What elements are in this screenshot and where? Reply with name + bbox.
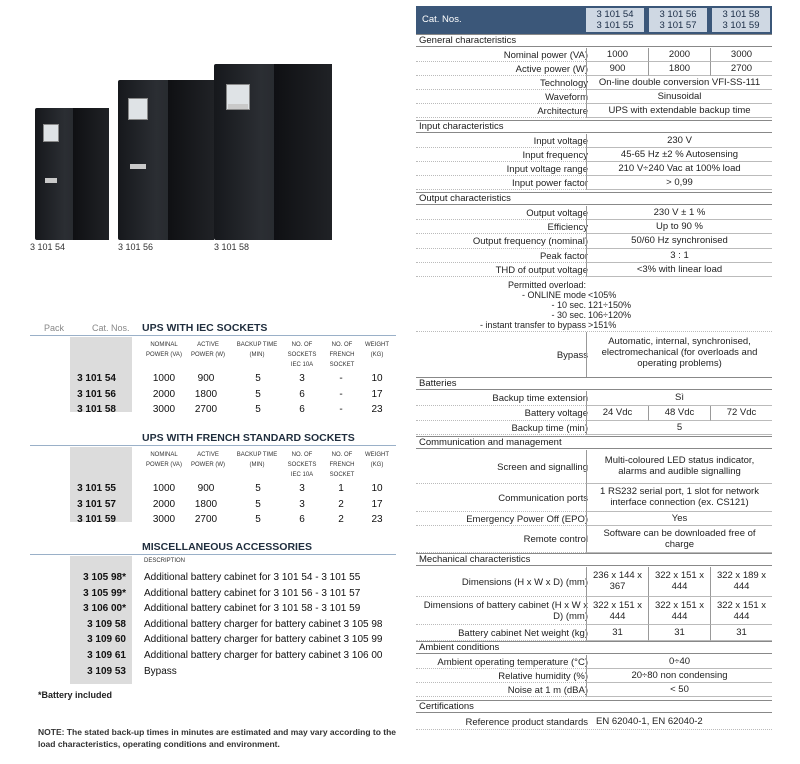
iec-title: UPS WITH IEC SOCKETS (142, 322, 268, 334)
spec-row (416, 567, 772, 597)
spec-label: Nominal power (VA) (503, 49, 588, 61)
spec-row (416, 104, 772, 118)
table-cell: 5 (255, 514, 261, 525)
table-cell: 5 (255, 388, 261, 400)
spec-row (416, 76, 772, 90)
spec-value: On-line double conversion VFI-SS-111 (586, 76, 772, 90)
overload-value: <105% (588, 290, 617, 300)
table-cell: 900 (197, 483, 215, 494)
overload-label: - 30 sec. (551, 310, 586, 320)
col-nominal: NOMINAL POWER (VA) (146, 452, 182, 468)
spec-value: 5 (586, 421, 772, 435)
col-sockets-iec: NO. OF SOCKETS IEC 10A (287, 452, 317, 478)
french-title: UPS WITH FRENCH STANDARD SOCKETS (142, 432, 355, 444)
spec-row (416, 249, 772, 263)
col-french-socket: NO. OF FRENCH SOCKET (329, 452, 355, 478)
spec-label: Ambient operating temperature (°C) (437, 656, 588, 668)
section-header: Output characteristics (416, 192, 772, 205)
spec-value: 2000 (648, 48, 710, 62)
overload-label: Permitted overload: (507, 280, 586, 290)
spec-row (416, 625, 772, 641)
cat-col-2: 3 101 56 3 101 57 (649, 8, 707, 32)
accessory-description: Bypass (144, 665, 177, 677)
accessory-description: Additional battery charger for battery cabinet 3 106 00 (144, 650, 383, 661)
table-cell: 1800 (194, 498, 218, 510)
battery-included-note: *Battery included (38, 690, 113, 700)
spec-value: 3000 (710, 48, 772, 62)
spec-label: Input power factor (511, 177, 588, 189)
col-weight: WEIGHT (KG) (365, 452, 389, 468)
table-cell: 10 (371, 373, 383, 384)
cat-number: 3 105 98* (83, 572, 126, 583)
table-cell: 6 (299, 388, 305, 400)
spec-value: 31 (586, 625, 648, 641)
cat-number: 3 101 59 (77, 514, 116, 525)
table-cell: 6 (299, 514, 305, 525)
spec-row (416, 669, 772, 683)
section-header: Input characteristics (416, 120, 772, 133)
col-active: ACTIVE POWER (W) (191, 342, 225, 358)
table-cell: - (339, 404, 343, 415)
spec-label: Input frequency (522, 149, 588, 161)
spec-label: Backup time (min) (511, 422, 588, 434)
col-description: DESCRIPTION (144, 558, 186, 564)
accessory-description: Additional battery cabinet for 3 101 54 - 3 101 55 (144, 572, 361, 583)
spec-row (416, 450, 772, 484)
spec-value: Multi-coloured LED status indicator, alarms and audible signalling (586, 450, 772, 484)
spec-label: Input voltage (533, 135, 588, 147)
spec-value: 230 V (586, 134, 772, 148)
spec-value: Software can be downloaded free of charge (586, 526, 772, 553)
cat-number: 3 101 58 (77, 404, 116, 415)
spec-header (416, 6, 772, 34)
spec-value: 322 x 151 x 444 (710, 597, 772, 625)
spec-row (416, 234, 772, 249)
spec-label: Architecture (537, 105, 588, 117)
spec-row (416, 421, 772, 435)
spec-value: 1 RS232 serial port, 1 slot for network interface connection (ex. CS121) (586, 484, 772, 512)
table-cell: 2000 (152, 498, 176, 510)
table-cell: 1 (338, 483, 344, 494)
accessory-description: Additional battery charger for battery cabinet 3 105 99 (144, 634, 383, 646)
spec-value: 322 x 189 x 444 (710, 567, 772, 597)
spec-row (416, 597, 772, 625)
cat-number: 3 101 54 (77, 373, 116, 384)
caption-3-101-54: 3 101 54 (30, 242, 66, 252)
spec-value: < 50 (586, 683, 772, 697)
table-cell: 5 (255, 404, 261, 415)
spec-value: 72 Vdc (710, 406, 772, 421)
spec-value: 48 Vdc (648, 406, 710, 421)
cat-number: 3 101 57 (77, 498, 116, 510)
cat-number: 3 101 56 (77, 388, 116, 400)
cat-col-3: 3 101 58 3 101 59 (712, 8, 770, 32)
table-cell: 1800 (194, 388, 218, 400)
spec-row (416, 391, 772, 406)
spec-value: 236 x 144 x 367 (586, 567, 648, 597)
spec-value: <3% with linear load (586, 263, 772, 277)
col-weight: WEIGHT (KG) (365, 342, 389, 358)
spec-value: 322 x 151 x 444 (648, 567, 710, 597)
spec-value: 900 (586, 62, 648, 76)
spec-value: 0÷40 (586, 655, 772, 669)
overload-label: - 10 sec. (551, 300, 586, 310)
overload-row (416, 278, 772, 332)
table-cell: 3000 (152, 404, 176, 415)
caption-3-101-56: 3 101 56 (118, 242, 154, 252)
table-cell: 5 (255, 498, 261, 510)
spec-label: Backup time extension (492, 393, 588, 404)
section-header: Mechanical characteristics (416, 553, 772, 566)
spec-value: 230 V ± 1 % (586, 206, 772, 220)
spec-row (416, 220, 772, 234)
spec-row (416, 90, 772, 104)
spec-label: Input voltage range (506, 163, 588, 175)
spec-value: 50/60 Hz synchronised (586, 234, 772, 249)
spec-value: Sinusoidal (586, 90, 772, 104)
caption-3-101-58: 3 101 58 (214, 242, 250, 252)
spec-label: Remote control (523, 534, 588, 545)
section-header: Certifications (416, 700, 772, 713)
table-cell: - (339, 373, 343, 384)
spec-label: Noise at 1 m (dBA) (507, 684, 588, 696)
spec-value: Sì (586, 391, 772, 406)
spec-row (416, 714, 772, 730)
spec-value: Yes (586, 512, 772, 526)
spec-label: Battery voltage (524, 408, 588, 419)
accessory-description: Additional battery cabinet for 3 101 56 - 3 101 57 (144, 587, 361, 599)
cat-number: 3 109 58 (87, 618, 126, 630)
spec-row (416, 62, 772, 76)
cat-number: 3 106 00* (83, 603, 126, 615)
spec-value: 31 (648, 625, 710, 641)
section-header: Ambient conditions (416, 641, 772, 654)
spec-label: Peak factor (539, 250, 588, 262)
spec-row (416, 484, 772, 512)
misc-title: MISCELLANEOUS ACCESSORIES (142, 541, 312, 553)
spec-row (416, 148, 772, 162)
spec-label: Output frequency (nominal) (472, 236, 588, 247)
table-cell: 2 (338, 514, 344, 525)
table-cell: 6 (299, 404, 305, 415)
spec-value: UPS with extendable backup time (586, 104, 772, 118)
spec-label: Battery cabinet Net weight (kg) (458, 627, 588, 639)
table-cell: 5 (255, 373, 261, 384)
spec-row (416, 526, 772, 553)
spec-row (416, 406, 772, 421)
spec-row (416, 48, 772, 62)
overload-label: - ONLINE mode (521, 290, 586, 300)
spec-value: 31 (710, 625, 772, 641)
spec-row (416, 332, 772, 378)
cat-number: 3 105 99* (83, 587, 126, 599)
table-cell: 3 (299, 373, 305, 384)
spec-value: Automatic, internal, synchronised, electromechanical (for overloads and operating problems) (586, 332, 772, 378)
spec-label: Communication ports (498, 492, 588, 504)
col-sockets-iec: NO. OF SOCKETS IEC 10A (287, 342, 317, 368)
spec-value: 1800 (648, 62, 710, 76)
cat-number: 3 101 55 (77, 483, 116, 494)
spec-row (416, 134, 772, 148)
product-photo (30, 30, 400, 240)
col-nominal: NOMINAL POWER (VA) (146, 342, 182, 358)
spec-value: EN 62040-1, EN 62040-2 (596, 716, 703, 727)
spec-value: 2700 (710, 62, 772, 76)
spec-label: Bypass (556, 349, 588, 361)
section-header: Communication and management (416, 436, 772, 449)
cat-number: 3 109 60 (87, 634, 126, 646)
table-cell: 17 (371, 498, 383, 510)
ups-unit-large (214, 64, 332, 240)
overload-value: 121÷150% (588, 300, 631, 310)
cat-number: 3 109 53 (87, 665, 126, 677)
spec-row (416, 512, 772, 526)
table-cell: 23 (371, 514, 383, 525)
table-cell: 2000 (152, 388, 176, 400)
spec-row (416, 162, 772, 176)
spec-value: 24 Vdc (586, 406, 648, 421)
cat-col-1: 3 101 54 3 101 55 (586, 8, 644, 32)
table-cell: 2 (338, 498, 344, 510)
spec-value: 20÷80 non condensing (586, 669, 772, 683)
table-cell: 900 (197, 373, 215, 384)
pack-label: Pack (44, 323, 65, 333)
accessory-description: Additional battery charger for battery cabinet 3 105 98 (144, 618, 383, 630)
spec-row (416, 176, 772, 190)
spec-label: Efficiency (547, 221, 588, 233)
cat-number: 3 109 61 (87, 650, 126, 661)
spec-label: Emergency Power Off (EPO) (466, 513, 588, 525)
col-french-socket: NO. OF FRENCH SOCKET (329, 342, 355, 368)
col-backup: BACKUP TIME (MIN) (236, 342, 278, 358)
table-cell: 3000 (152, 514, 176, 525)
table-cell: 10 (371, 483, 383, 494)
backup-time-note: NOTE: The stated back-up times in minutes are estimated and may vary according to the load characteristics, operating conditions and environment. (38, 727, 397, 749)
spec-value: > 0,99 (586, 176, 772, 190)
spec-value: 322 x 151 x 444 (648, 597, 710, 625)
spec-value: 3 : 1 (586, 249, 772, 263)
accessory-description: Additional battery cabinet for 3 101 58 - 3 101 59 (144, 603, 361, 615)
spec-value: Up to 90 % (586, 220, 772, 234)
spec-label: Dimensions (H x W x D) (mm) (461, 576, 588, 588)
spec-label: Output voltage (526, 207, 588, 219)
spec-label: Waveform (545, 91, 588, 103)
spec-value: 45-65 Hz ±2 % Autosensing (586, 148, 772, 162)
spec-label: Reference product standards (465, 717, 588, 728)
section-header: Batteries (416, 377, 772, 390)
overload-value: 106÷120% (588, 310, 631, 320)
overload-value: >151% (588, 320, 617, 330)
spec-label: Screen and signalling (497, 461, 588, 473)
col-active: ACTIVE POWER (W) (191, 452, 225, 468)
spec-label: Technology (539, 77, 588, 89)
ups-unit-medium (118, 80, 214, 240)
table-cell: 3 (299, 498, 305, 510)
spec-label: Active power (W) (515, 63, 588, 75)
spec-label: Relative humidity (%) (498, 670, 588, 682)
section-header: General characteristics (416, 34, 772, 47)
table-cell: 1000 (152, 483, 176, 494)
table-cell: - (339, 388, 343, 400)
spec-row (416, 683, 772, 697)
spec-row (416, 263, 772, 277)
cat-nos-label: Cat. Nos. (92, 323, 130, 333)
table-cell: 17 (371, 388, 383, 400)
spec-label: Dimensions of battery cabinet (H x W x D) (mm) (423, 600, 588, 622)
spec-row (416, 655, 772, 669)
table-cell: 1000 (152, 373, 176, 384)
spec-row (416, 206, 772, 220)
table-cell: 2700 (194, 514, 218, 525)
table-cell: 2700 (194, 404, 218, 415)
spec-value: 1000 (586, 48, 648, 62)
table-cell: 23 (371, 404, 383, 415)
spec-value: 210 V÷240 Vac at 100% load (586, 162, 772, 176)
spec-label: THD of output voltage (495, 264, 588, 276)
col-backup: BACKUP TIME (MIN) (236, 452, 278, 468)
table-cell: 3 (299, 483, 305, 494)
table-cell: 5 (255, 483, 261, 494)
overload-label: - instant transfer to bypass (479, 320, 586, 330)
spec-value: 322 x 151 x 444 (586, 597, 648, 625)
ups-unit-small (35, 108, 109, 240)
spec-cat-nos-label: Cat. Nos. (422, 14, 462, 25)
